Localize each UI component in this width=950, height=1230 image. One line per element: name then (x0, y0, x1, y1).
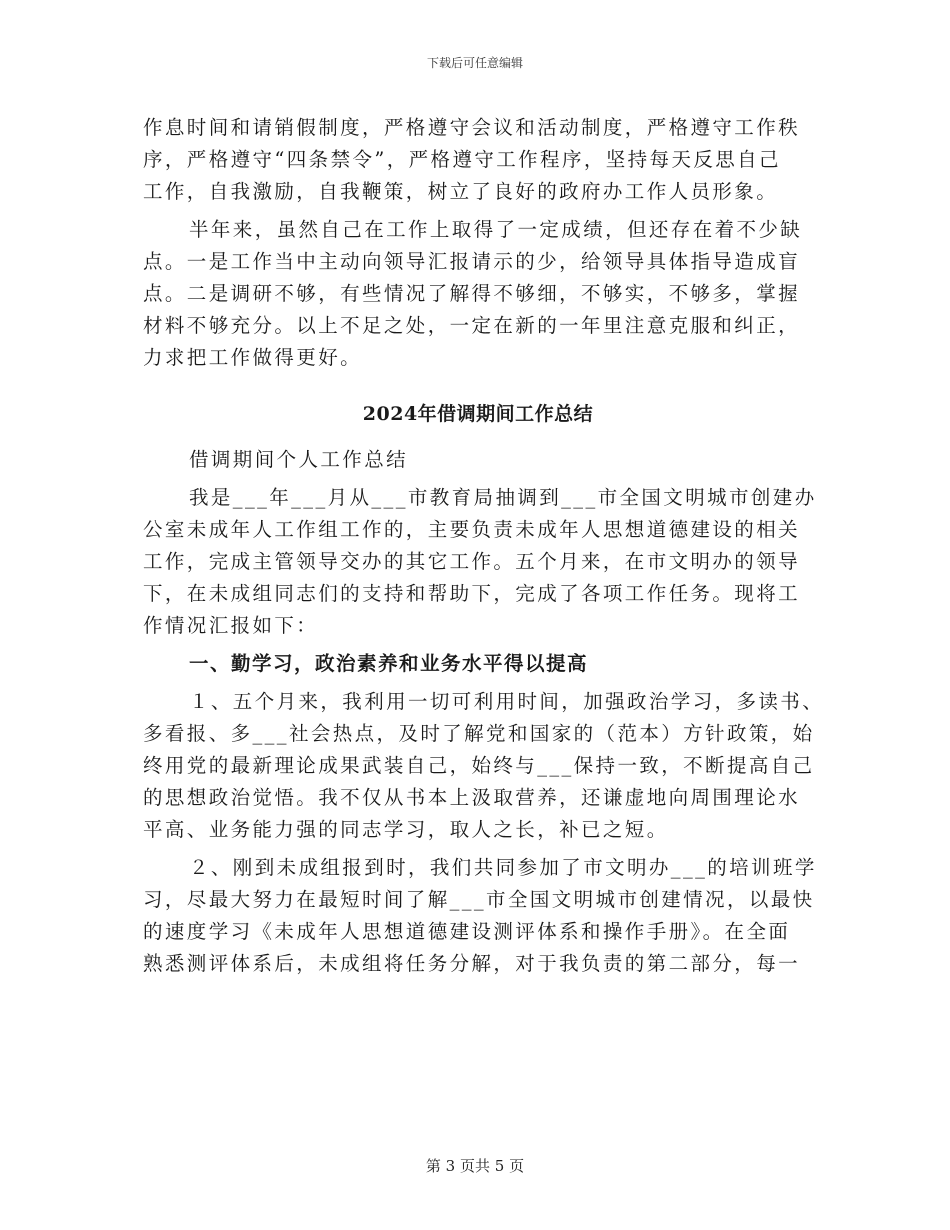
page-footer: 第 3 页共 5 页 (425, 1157, 525, 1175)
paragraph-line: 力求把工作做得更好。 (143, 346, 363, 369)
paragraph-5 (143, 852, 817, 980)
paragraph-line: 公室未成年人工作组工作的，主要负责未成年人思想道德建设的相关 (143, 518, 801, 541)
paragraph-line: 的思想政治觉悟。我不仅从书本上汲取营养，还谦虚地向周围理论水 (143, 786, 801, 809)
paragraph-3 (143, 482, 817, 642)
paragraph-line: 作息时间和请销假制度，严格遵守会议和活动制度，严格遵守工作秩 (143, 116, 801, 139)
document-subtitle: 借调期间个人工作总结 (189, 448, 409, 471)
paragraph-line: 点。二是调研不够，有些情况了解得不够细，不够实，不够多，掌握 (143, 282, 801, 305)
document-title: 2024年借调期间工作总结 (362, 403, 594, 425)
paragraph-line: 序，严格遵守“四条禁令”，严格遵守工作程序，坚持每天反思自己 (143, 148, 781, 171)
paragraph-line: 工作，自我激励，自我鞭策，树立了良好的政府办工作人员形象。 (143, 180, 779, 203)
paragraph-line: 的速度学习《未成年人思想道德建设测评体系和操作手册》。在全面 (143, 920, 791, 943)
paragraph-4 (143, 686, 825, 846)
document-body (143, 112, 825, 980)
paragraph-line: 作情况汇报如下： (143, 614, 319, 637)
paragraph-line: 工作，完成主管领导交办的其它工作。五个月来，在市文明办的领导 (143, 550, 801, 573)
paragraph-line: 我是___年___月从___市教育局抽调到___市全国文明城市创建办 (189, 486, 817, 509)
paragraph-line: 多看报、多___社会热点，及时了解党和国家的（范本）方针政策，始 (143, 722, 815, 745)
paragraph-2 (143, 214, 813, 374)
paragraph-line: 半年来，虽然自己在工作上取得了一定成绩，但还存在着不少缺 (189, 218, 803, 241)
paragraph-line: 材料不够充分。以上不足之处，一定在新的一年里注意克服和纠正， (143, 314, 801, 337)
paragraph-line: 平高、业务能力强的同志学习，取人之长，补已之短。 (143, 818, 669, 841)
paragraph-line: 下，在未成组同志们的支持和帮助下，完成了各项工作任务。现将工 (143, 582, 801, 605)
paragraph-1 (143, 112, 813, 208)
paragraph-line: 点。一是工作当中主动向领导汇报请示的少，给领导具体指导造成盲 (143, 250, 801, 273)
paragraph-line: 熟悉测评体系后，未成组将任务分解，对于我负责的第二部分，每一 (143, 952, 801, 975)
paragraph-line: ２、刚到未成组报到时，我们共同参加了市文明办___的培训班学 (189, 856, 817, 879)
page-header-note: 下载后可任意编辑 (426, 56, 523, 70)
paragraph-line: １、五个月来，我利用一切可利用时间，加强政治学习，多读书、 (189, 690, 825, 713)
paragraph-line: 终用党的最新理论成果武装自己，始终与___保持一致，不断提高自己 (143, 754, 815, 777)
paragraph-line: 习，尽最大努力在最短时间了解___市全国文明城市创建情况，以最快 (143, 888, 815, 911)
section-heading: 一、勤学习，政治素养和业务水平得以提高 (189, 652, 589, 675)
